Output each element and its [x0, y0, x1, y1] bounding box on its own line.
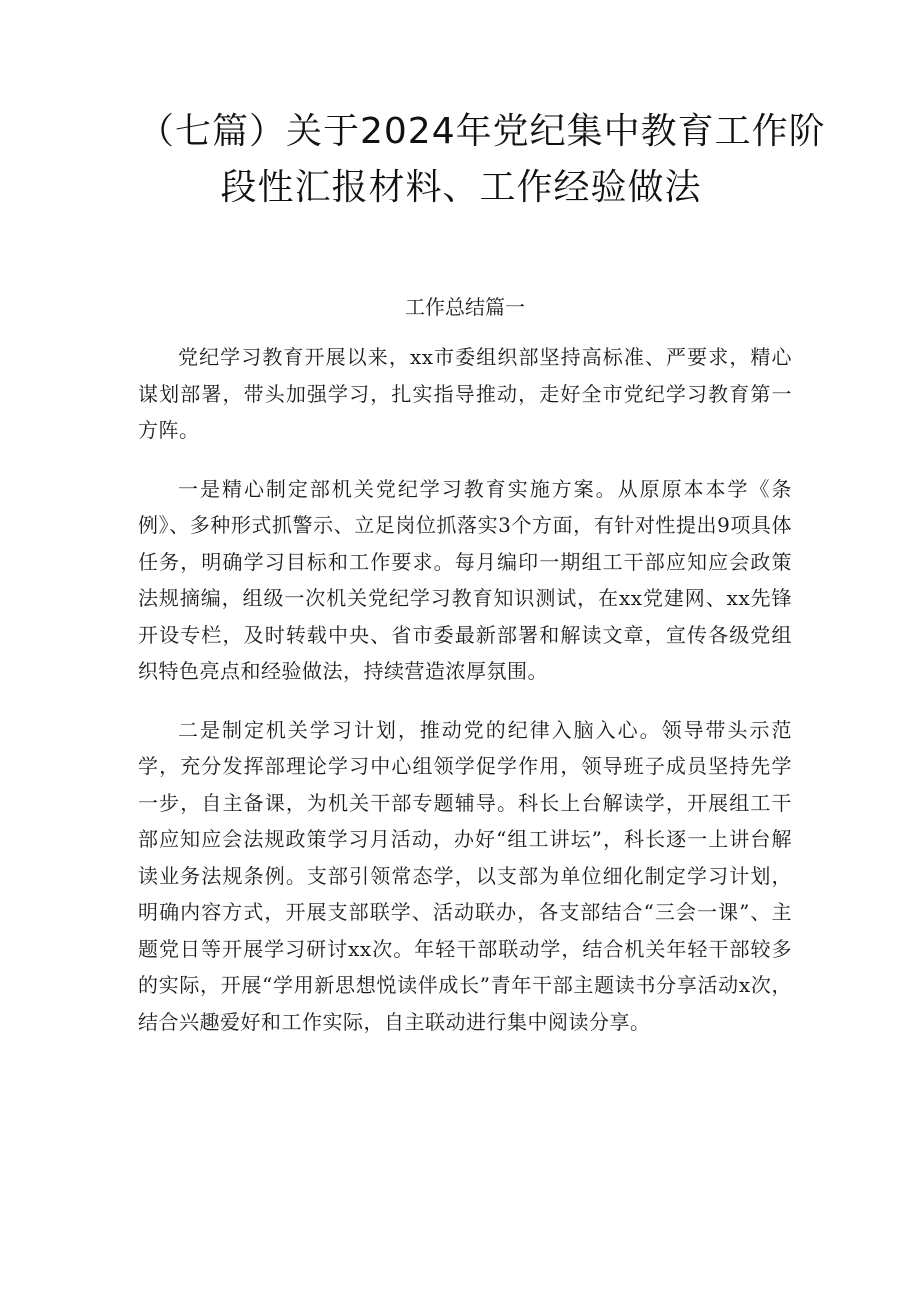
document-title-line-1: （七篇）关于2024年党纪集中教育工作阶 — [138, 111, 826, 152]
paragraph-intro: 党纪学习教育开展以来，xx市委组织部坚持高标准、严要求，精心谋划部署，带头加强学习，扎实指导推动，走好全市党纪学习教育第一方阵。 — [138, 345, 792, 442]
section-heading: 工作总结篇一 — [405, 295, 525, 319]
document-title-line-2: 段性汇报材料、工作经验做法 — [220, 167, 702, 208]
paragraph-point-one: 一是精心制定部机关党纪学习教育实施方案。从原原本本学《条例》、多种形式抓警示、立足岗位抓落实3个方面，有针对性提出9项具体任务，明确学习目标和工作要求。每月编印一期组工干部应知应会政策法规摘编，组级一次机关党纪学习教育知识测试，在xx党建网、xx先锋开设专栏，及时转载中央、省市委最新部署和解读文章，宣传各级党组织特色亮点和经验做法，持续营造浓厚氛围。 — [138, 476, 792, 683]
paragraph-point-two: 二是制定机关学习计划，推动党的纪律入脑入心。领导带头示范学，充分发挥部理论学习中心组领学促学作用，领导班子成员坚持先学一步，自主备课，为机关干部专题辅导。科长上台解读学，开展组工干部应知应会法规政策学习月活动，办好“组工讲坛”，科长逐一上讲台解读业务法规条例。支部引领常态学，以支部为单位细化制定学习计划，明确内容方式，开展支部联学、活动联办，各支部结合“三会一课”、主题党日等开展学习研讨xx次。年轻干部联动学，结合机关年轻干部较多的实际，开展“学用新思想悦读伴成长”青年干部主题读书分享活动x次，结合兴趣爱好和工作实际，自主联动进行集中阅读分享。 — [138, 717, 792, 1034]
document-title — [138, 104, 826, 216]
